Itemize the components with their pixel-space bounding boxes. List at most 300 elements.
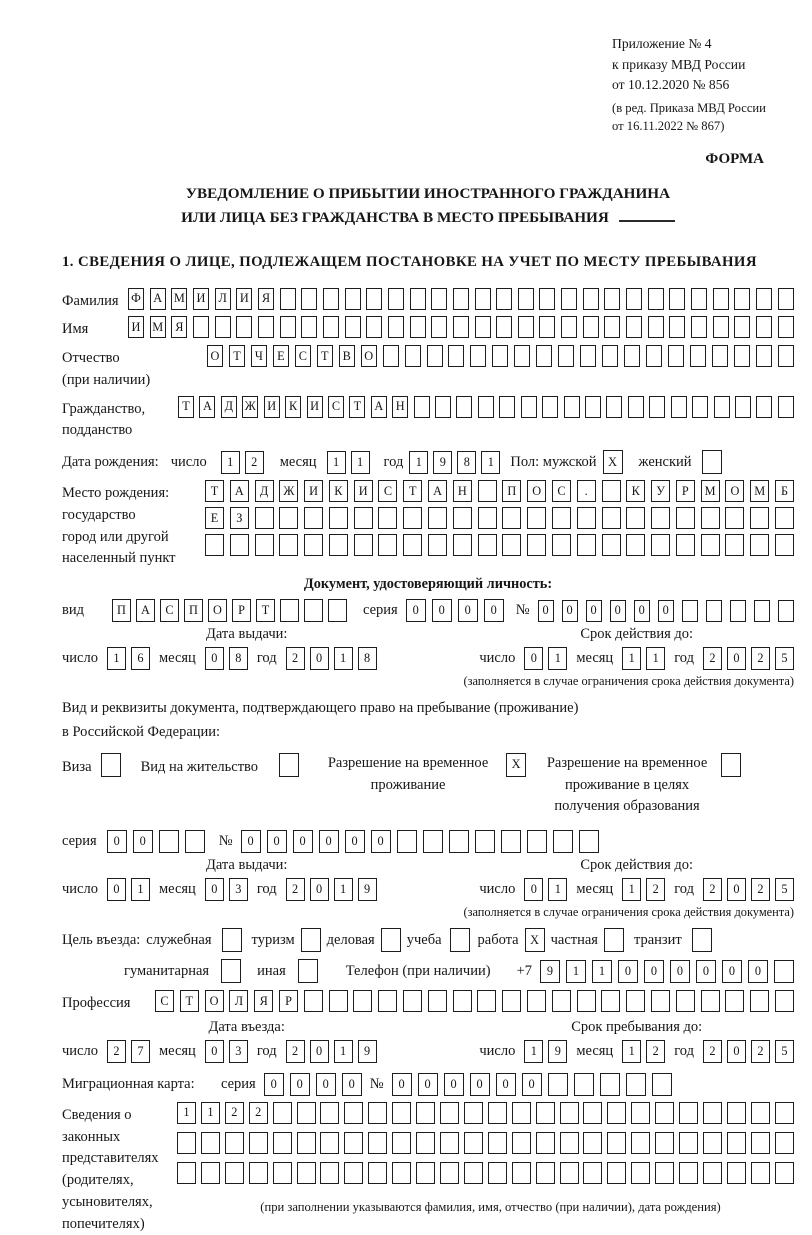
char-cell[interactable]: 0 (524, 878, 543, 901)
char-cell[interactable]: И (264, 396, 280, 418)
char-cell[interactable] (691, 288, 707, 310)
char-cell[interactable]: Ф (128, 288, 144, 310)
char-cell[interactable] (440, 1162, 459, 1184)
char-cell[interactable]: 0 (371, 830, 391, 853)
char-cell[interactable] (756, 396, 772, 418)
char-cell[interactable]: И (236, 288, 252, 310)
char-cell[interactable] (304, 599, 323, 622)
char-cell[interactable]: 1 (107, 647, 126, 670)
char-cell[interactable] (512, 1102, 531, 1124)
char-cell[interactable] (440, 1102, 459, 1124)
char-cell[interactable] (676, 507, 695, 529)
char-cell[interactable] (706, 600, 722, 622)
char-cell[interactable]: Т (180, 990, 199, 1012)
char-cell[interactable]: М (150, 316, 166, 338)
char-cell[interactable] (679, 1162, 698, 1184)
char-cell[interactable] (651, 990, 670, 1012)
char-cell[interactable]: 1 (622, 647, 641, 670)
char-cell[interactable] (366, 288, 382, 310)
char-cell[interactable]: Т (403, 480, 422, 502)
char-cell[interactable] (193, 316, 209, 338)
char-cell[interactable] (354, 507, 373, 529)
char-cell[interactable] (536, 1132, 555, 1154)
char-cell[interactable] (255, 534, 274, 556)
char-cell[interactable] (323, 316, 339, 338)
char-cell[interactable]: О (207, 345, 223, 367)
char-cell[interactable] (682, 600, 698, 622)
char-cell[interactable] (692, 928, 712, 952)
char-cell[interactable] (774, 960, 794, 983)
char-cell[interactable]: Ж (242, 396, 258, 418)
char-cell[interactable]: Р (232, 599, 251, 622)
char-cell[interactable] (428, 534, 447, 556)
char-cell[interactable] (215, 316, 231, 338)
char-cell[interactable] (778, 396, 794, 418)
char-cell[interactable] (734, 345, 750, 367)
char-cell[interactable]: П (502, 480, 521, 502)
char-cell[interactable] (488, 1132, 507, 1154)
char-cell[interactable]: Т (349, 396, 365, 418)
char-cell[interactable] (725, 507, 744, 529)
char-cell[interactable]: 0 (406, 599, 426, 622)
char-cell[interactable] (631, 1132, 650, 1154)
char-cell[interactable] (255, 507, 274, 529)
char-cell[interactable] (298, 959, 318, 983)
char-cell[interactable] (464, 1132, 483, 1154)
char-cell[interactable]: А (150, 288, 166, 310)
char-cell[interactable] (649, 396, 665, 418)
char-cell[interactable] (730, 600, 746, 622)
char-cell[interactable] (273, 1102, 292, 1124)
char-cell[interactable] (577, 507, 596, 529)
char-cell[interactable] (604, 288, 620, 310)
char-cell[interactable] (676, 534, 695, 556)
char-cell[interactable] (552, 990, 571, 1012)
char-cell[interactable]: 9 (548, 1040, 567, 1063)
char-cell[interactable]: 2 (107, 1040, 126, 1063)
char-cell[interactable] (690, 345, 706, 367)
char-cell[interactable] (279, 534, 298, 556)
char-cell[interactable] (679, 1132, 698, 1154)
char-cell[interactable] (552, 507, 571, 529)
char-cell[interactable] (775, 990, 794, 1012)
char-cell[interactable] (655, 1132, 674, 1154)
char-cell[interactable] (448, 345, 464, 367)
char-cell[interactable] (671, 396, 687, 418)
char-cell[interactable] (778, 600, 794, 622)
char-cell[interactable] (502, 990, 521, 1012)
char-cell[interactable]: 2 (646, 878, 665, 901)
char-cell[interactable]: 2 (703, 878, 722, 901)
char-cell[interactable]: 8 (229, 647, 248, 670)
char-cell[interactable]: 1 (334, 647, 353, 670)
char-cell[interactable] (177, 1132, 196, 1154)
char-cell[interactable]: 0 (727, 1040, 746, 1063)
char-cell[interactable]: О (208, 599, 227, 622)
char-cell[interactable] (435, 396, 451, 418)
char-cell[interactable] (403, 507, 422, 529)
char-cell[interactable] (725, 990, 744, 1012)
char-cell[interactable] (222, 928, 242, 952)
char-cell[interactable]: 0 (418, 1073, 438, 1096)
char-cell[interactable] (601, 990, 620, 1012)
char-cell[interactable] (383, 345, 399, 367)
char-cell[interactable]: О (361, 345, 377, 367)
char-cell[interactable] (273, 1132, 292, 1154)
char-cell[interactable] (607, 1102, 626, 1124)
char-cell[interactable]: Т (229, 345, 245, 367)
char-cell[interactable]: Я (171, 316, 187, 338)
char-cell[interactable]: 0 (316, 1073, 336, 1096)
char-cell[interactable] (328, 599, 347, 622)
char-cell[interactable] (221, 959, 241, 983)
char-cell[interactable]: 0 (634, 600, 650, 622)
char-cell[interactable] (475, 316, 491, 338)
char-cell[interactable]: 0 (444, 1073, 464, 1096)
char-cell[interactable] (205, 534, 224, 556)
char-cell[interactable] (329, 534, 348, 556)
char-cell[interactable] (518, 316, 534, 338)
char-cell[interactable] (453, 507, 472, 529)
char-cell[interactable]: 2 (286, 1040, 305, 1063)
char-cell[interactable] (703, 1132, 722, 1154)
char-cell[interactable]: О (527, 480, 546, 502)
char-cell[interactable] (628, 396, 644, 418)
char-cell[interactable] (560, 1132, 579, 1154)
char-cell[interactable]: X (506, 753, 526, 777)
char-cell[interactable] (702, 450, 722, 474)
char-cell[interactable] (701, 990, 720, 1012)
char-cell[interactable] (714, 396, 730, 418)
char-cell[interactable]: А (199, 396, 215, 418)
char-cell[interactable] (478, 480, 497, 502)
char-cell[interactable] (496, 316, 512, 338)
char-cell[interactable] (725, 534, 744, 556)
char-cell[interactable] (713, 316, 729, 338)
char-cell[interactable] (101, 753, 121, 777)
char-cell[interactable] (475, 288, 491, 310)
char-cell[interactable] (583, 1132, 602, 1154)
char-cell[interactable] (279, 753, 299, 777)
char-cell[interactable]: И (128, 316, 144, 338)
char-cell[interactable] (403, 534, 422, 556)
char-cell[interactable] (512, 1132, 531, 1154)
char-cell[interactable] (225, 1162, 244, 1184)
char-cell[interactable]: 0 (562, 600, 578, 622)
char-cell[interactable] (236, 316, 252, 338)
char-cell[interactable]: 0 (658, 600, 674, 622)
char-cell[interactable] (344, 1162, 363, 1184)
char-cell[interactable] (626, 507, 645, 529)
char-cell[interactable]: 1 (622, 878, 641, 901)
char-cell[interactable] (756, 316, 772, 338)
char-cell[interactable] (388, 288, 404, 310)
char-cell[interactable]: С (295, 345, 311, 367)
char-cell[interactable] (607, 1132, 626, 1154)
char-cell[interactable] (679, 1102, 698, 1124)
char-cell[interactable] (456, 396, 472, 418)
char-cell[interactable]: Р (676, 480, 695, 502)
char-cell[interactable] (392, 1162, 411, 1184)
char-cell[interactable]: 0 (644, 960, 664, 983)
char-cell[interactable]: 7 (131, 1040, 150, 1063)
char-cell[interactable] (475, 830, 495, 853)
char-cell[interactable] (669, 316, 685, 338)
char-cell[interactable] (754, 600, 770, 622)
char-cell[interactable] (626, 288, 642, 310)
char-cell[interactable] (712, 345, 728, 367)
char-cell[interactable]: Е (205, 507, 224, 529)
char-cell[interactable]: 0 (496, 1073, 516, 1096)
char-cell[interactable]: 2 (703, 1040, 722, 1063)
char-cell[interactable] (297, 1162, 316, 1184)
char-cell[interactable] (185, 830, 205, 853)
char-cell[interactable] (558, 345, 574, 367)
char-cell[interactable] (366, 316, 382, 338)
char-cell[interactable]: Т (178, 396, 194, 418)
char-cell[interactable]: 0 (342, 1073, 362, 1096)
char-cell[interactable] (727, 1102, 746, 1124)
char-cell[interactable]: 2 (646, 1040, 665, 1063)
char-cell[interactable] (410, 288, 426, 310)
char-cell[interactable]: С (378, 480, 397, 502)
char-cell[interactable] (368, 1162, 387, 1184)
char-cell[interactable]: 0 (310, 647, 329, 670)
char-cell[interactable]: 1 (524, 1040, 543, 1063)
char-cell[interactable] (431, 316, 447, 338)
char-cell[interactable] (502, 507, 521, 529)
char-cell[interactable]: Я (258, 288, 274, 310)
char-cell[interactable]: И (354, 480, 373, 502)
char-cell[interactable] (626, 990, 645, 1012)
char-cell[interactable]: 8 (457, 451, 476, 474)
char-cell[interactable] (344, 1102, 363, 1124)
char-cell[interactable]: 1 (334, 878, 353, 901)
char-cell[interactable] (652, 1073, 672, 1096)
char-cell[interactable]: А (371, 396, 387, 418)
char-cell[interactable] (478, 534, 497, 556)
char-cell[interactable]: 0 (264, 1073, 284, 1096)
char-cell[interactable] (751, 1162, 770, 1184)
char-cell[interactable] (512, 1162, 531, 1184)
char-cell[interactable] (646, 345, 662, 367)
char-cell[interactable]: 5 (775, 1040, 794, 1063)
char-cell[interactable]: 0 (432, 599, 452, 622)
char-cell[interactable] (488, 1162, 507, 1184)
char-cell[interactable]: 2 (751, 647, 770, 670)
char-cell[interactable] (585, 396, 601, 418)
char-cell[interactable]: 1 (334, 1040, 353, 1063)
char-cell[interactable] (775, 1102, 794, 1124)
char-cell[interactable] (344, 1132, 363, 1154)
char-cell[interactable] (297, 1132, 316, 1154)
char-cell[interactable]: С (552, 480, 571, 502)
char-cell[interactable]: 0 (696, 960, 716, 983)
char-cell[interactable]: 9 (358, 1040, 377, 1063)
char-cell[interactable]: 1 (327, 451, 346, 474)
char-cell[interactable] (416, 1102, 435, 1124)
char-cell[interactable]: П (112, 599, 131, 622)
char-cell[interactable] (428, 990, 447, 1012)
char-cell[interactable] (626, 316, 642, 338)
char-cell[interactable]: О (725, 480, 744, 502)
char-cell[interactable] (727, 1132, 746, 1154)
char-cell[interactable] (297, 1102, 316, 1124)
char-cell[interactable] (703, 1102, 722, 1124)
char-cell[interactable] (561, 316, 577, 338)
char-cell[interactable] (564, 396, 580, 418)
char-cell[interactable]: 1 (548, 878, 567, 901)
char-cell[interactable] (280, 316, 296, 338)
char-cell[interactable] (721, 753, 741, 777)
char-cell[interactable] (527, 990, 546, 1012)
char-cell[interactable]: 2 (225, 1102, 244, 1124)
char-cell[interactable]: 2 (703, 647, 722, 670)
char-cell[interactable]: 0 (484, 599, 504, 622)
char-cell[interactable] (368, 1102, 387, 1124)
char-cell[interactable] (225, 1132, 244, 1154)
char-cell[interactable]: 2 (751, 878, 770, 901)
char-cell[interactable] (427, 345, 443, 367)
char-cell[interactable]: 0 (290, 1073, 310, 1096)
char-cell[interactable] (542, 396, 558, 418)
char-cell[interactable] (201, 1132, 220, 1154)
char-cell[interactable]: 1 (622, 1040, 641, 1063)
char-cell[interactable]: Т (205, 480, 224, 502)
char-cell[interactable] (388, 316, 404, 338)
char-cell[interactable] (159, 830, 179, 853)
char-cell[interactable]: С (160, 599, 179, 622)
char-cell[interactable]: Н (392, 396, 408, 418)
char-cell[interactable] (301, 288, 317, 310)
char-cell[interactable]: 0 (524, 647, 543, 670)
char-cell[interactable] (453, 288, 469, 310)
char-cell[interactable] (354, 534, 373, 556)
char-cell[interactable] (453, 534, 472, 556)
char-cell[interactable]: 3 (229, 878, 248, 901)
char-cell[interactable] (249, 1162, 268, 1184)
char-cell[interactable] (449, 830, 469, 853)
char-cell[interactable] (453, 316, 469, 338)
char-cell[interactable]: К (329, 480, 348, 502)
char-cell[interactable] (320, 1132, 339, 1154)
char-cell[interactable] (606, 396, 622, 418)
char-cell[interactable] (631, 1162, 650, 1184)
char-cell[interactable] (734, 316, 750, 338)
char-cell[interactable]: 0 (727, 647, 746, 670)
char-cell[interactable]: С (328, 396, 344, 418)
char-cell[interactable] (301, 316, 317, 338)
char-cell[interactable]: 0 (727, 878, 746, 901)
char-cell[interactable] (301, 928, 321, 952)
char-cell[interactable] (691, 316, 707, 338)
char-cell[interactable]: 0 (722, 960, 742, 983)
char-cell[interactable] (655, 1162, 674, 1184)
char-cell[interactable]: К (285, 396, 301, 418)
char-cell[interactable] (378, 507, 397, 529)
char-cell[interactable] (602, 507, 621, 529)
char-cell[interactable] (521, 396, 537, 418)
char-cell[interactable]: 0 (345, 830, 365, 853)
char-cell[interactable] (488, 1102, 507, 1124)
char-cell[interactable] (602, 534, 621, 556)
char-cell[interactable]: X (525, 928, 545, 952)
char-cell[interactable] (499, 396, 515, 418)
char-cell[interactable] (496, 288, 512, 310)
char-cell[interactable] (320, 1102, 339, 1124)
char-cell[interactable] (410, 316, 426, 338)
char-cell[interactable]: Я (254, 990, 273, 1012)
char-cell[interactable]: Р (279, 990, 298, 1012)
char-cell[interactable] (626, 534, 645, 556)
char-cell[interactable] (536, 345, 552, 367)
char-cell[interactable] (560, 1162, 579, 1184)
char-cell[interactable] (477, 990, 496, 1012)
char-cell[interactable]: 0 (538, 600, 554, 622)
char-cell[interactable]: 1 (131, 878, 150, 901)
char-cell[interactable] (464, 1102, 483, 1124)
char-cell[interactable] (536, 1102, 555, 1124)
char-cell[interactable] (440, 1132, 459, 1154)
char-cell[interactable]: М (171, 288, 187, 310)
char-cell[interactable]: . (577, 480, 596, 502)
char-cell[interactable]: А (136, 599, 155, 622)
char-cell[interactable] (713, 288, 729, 310)
char-cell[interactable] (304, 507, 323, 529)
char-cell[interactable]: 2 (751, 1040, 770, 1063)
char-cell[interactable]: 0 (133, 830, 153, 853)
char-cell[interactable] (574, 1073, 594, 1096)
char-cell[interactable]: А (230, 480, 249, 502)
char-cell[interactable] (602, 480, 621, 502)
char-cell[interactable]: У (651, 480, 670, 502)
char-cell[interactable] (416, 1132, 435, 1154)
char-cell[interactable] (527, 534, 546, 556)
char-cell[interactable]: Т (317, 345, 333, 367)
char-cell[interactable]: 9 (540, 960, 560, 983)
char-cell[interactable] (750, 534, 769, 556)
char-cell[interactable] (201, 1162, 220, 1184)
char-cell[interactable]: 0 (205, 647, 224, 670)
char-cell[interactable] (583, 1102, 602, 1124)
char-cell[interactable]: Д (255, 480, 274, 502)
char-cell[interactable] (478, 396, 494, 418)
char-cell[interactable] (501, 830, 521, 853)
char-cell[interactable] (478, 507, 497, 529)
char-cell[interactable] (701, 507, 720, 529)
char-cell[interactable] (751, 1102, 770, 1124)
char-cell[interactable] (492, 345, 508, 367)
char-cell[interactable] (750, 990, 769, 1012)
char-cell[interactable] (273, 1162, 292, 1184)
char-cell[interactable] (692, 396, 708, 418)
char-cell[interactable] (368, 1132, 387, 1154)
char-cell[interactable] (607, 1162, 626, 1184)
char-cell[interactable]: 6 (131, 647, 150, 670)
char-cell[interactable]: X (603, 450, 623, 474)
char-cell[interactable]: 3 (229, 1040, 248, 1063)
char-cell[interactable] (403, 990, 422, 1012)
char-cell[interactable]: Ч (251, 345, 267, 367)
char-cell[interactable]: С (155, 990, 174, 1012)
char-cell[interactable]: 0 (319, 830, 339, 853)
char-cell[interactable] (279, 507, 298, 529)
char-cell[interactable]: Е (273, 345, 289, 367)
char-cell[interactable]: 0 (310, 878, 329, 901)
char-cell[interactable] (651, 534, 670, 556)
char-cell[interactable] (527, 507, 546, 529)
char-cell[interactable]: 0 (107, 830, 127, 853)
